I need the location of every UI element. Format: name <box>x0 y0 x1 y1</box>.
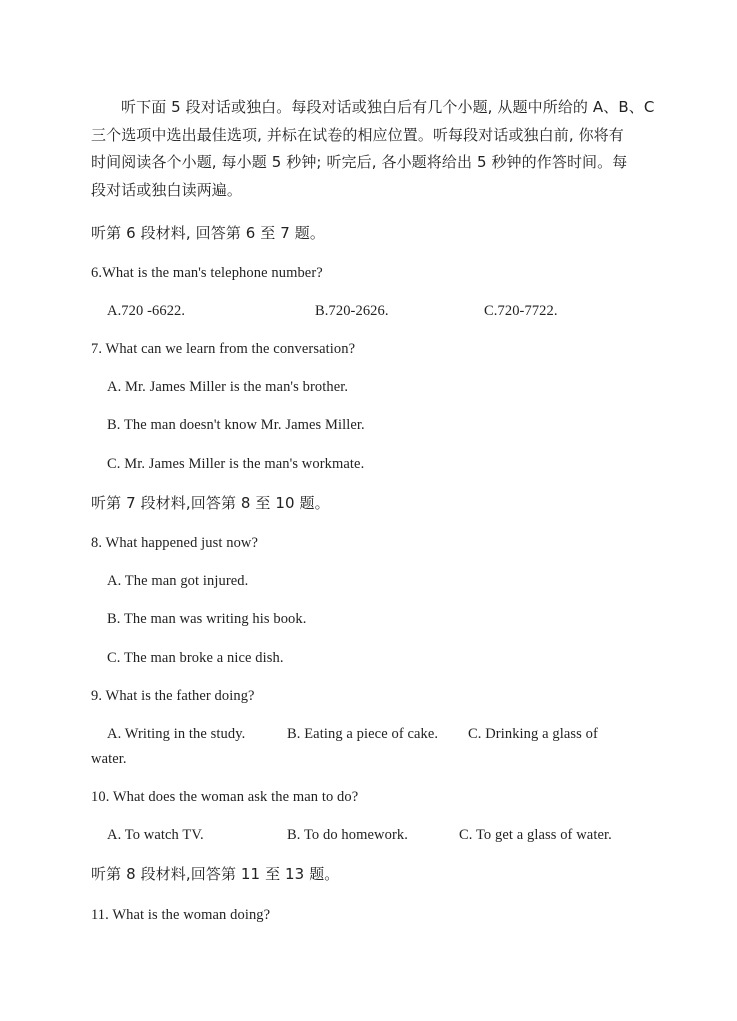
question-10-option-c: C. To get a glass of water. <box>459 827 612 843</box>
section-7-heading: 听第 7 段材料,回答第 8 至 10 题。 <box>91 494 330 512</box>
question-10-option-b: B. To do homework. <box>287 827 408 843</box>
question-9-option-c: C. Drinking a glass of <box>468 726 598 742</box>
question-9-option-a: A. Writing in the study. <box>107 726 246 742</box>
question-9-option-c-wrap: water. <box>91 751 127 767</box>
question-6-option-c: C.720-7722. <box>484 303 558 319</box>
question-8-stem: 8. What happened just now? <box>91 535 259 551</box>
question-11-stem: 11. What is the woman doing? <box>91 907 271 923</box>
instructions-line-2: 三个选项中选出最佳选项, 并标在试卷的相应位置。听每段对话或独白前, 你将有 <box>91 126 624 144</box>
question-8-option-b: B. The man was writing his book. <box>107 611 307 627</box>
question-7-option-b: B. The man doesn't know Mr. James Miller. <box>107 417 365 433</box>
question-9-stem: 9. What is the father doing? <box>91 688 255 704</box>
question-6-option-a: A.720 -6622. <box>107 303 186 319</box>
question-8-option-a: A. The man got injured. <box>107 573 249 589</box>
section-8-heading: 听第 8 段材料,回答第 11 至 13 题。 <box>91 865 340 883</box>
question-7-stem: 7. What can we learn from the conversation? <box>91 341 356 357</box>
question-7-option-c: C. Mr. James Miller is the man's workmate. <box>107 456 365 472</box>
question-10-option-a: A. To watch TV. <box>107 827 204 843</box>
question-6-option-b: B.720-2626. <box>315 303 389 319</box>
question-7-option-a: A. Mr. James Miller is the man's brother. <box>107 379 349 395</box>
question-9-option-b: B. Eating a piece of cake. <box>287 726 439 742</box>
instructions-line-4: 段对话或独白读两遍。 <box>91 181 243 199</box>
question-8-option-c: C. The man broke a nice dish. <box>107 650 284 666</box>
instructions-line-1: 听下面 5 段对话或独白。每段对话或独白后有几个小题, 从题中所给的 A、B、C <box>121 98 655 116</box>
section-6-heading: 听第 6 段材料, 回答第 6 至 7 题。 <box>91 224 325 242</box>
question-10-stem: 10. What does the woman ask the man to do? <box>91 789 359 805</box>
question-6-stem: 6.What is the man's telephone number? <box>91 265 323 281</box>
instructions-line-3: 时间阅读各个小题, 每小题 5 秒钟; 听完后, 各小题将给出 5 秒钟的作答时间。每 <box>91 153 628 171</box>
